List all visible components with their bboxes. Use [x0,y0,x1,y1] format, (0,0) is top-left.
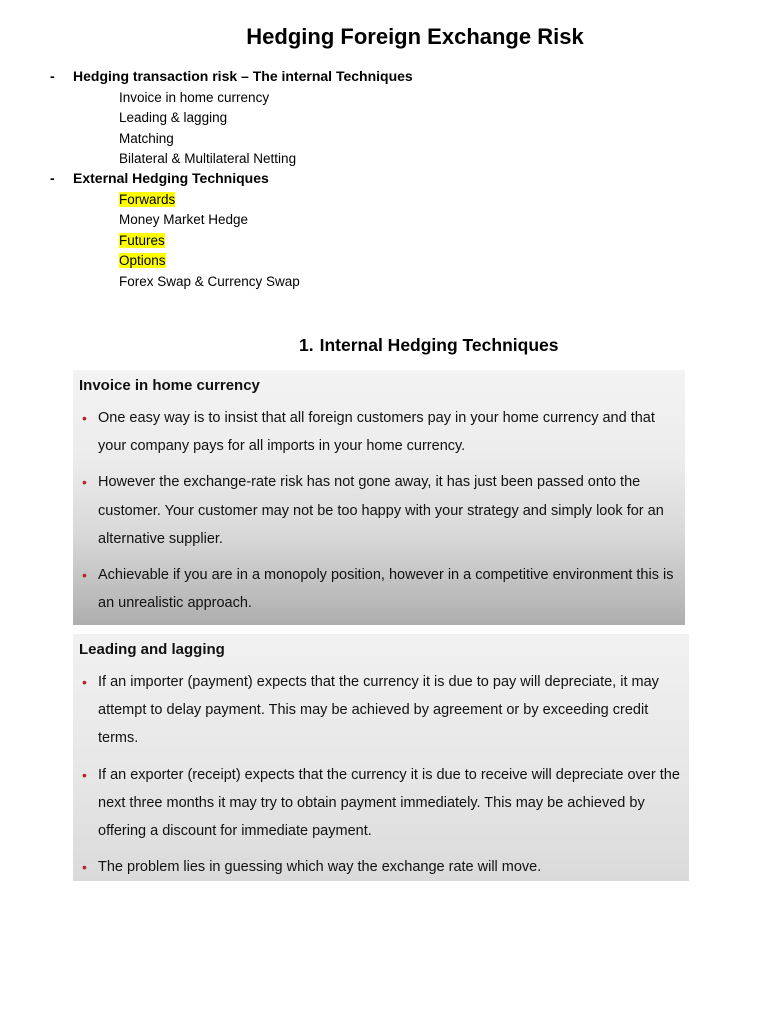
slide-bullet [79,404,679,460]
slide-bullet [79,853,683,881]
list-item [119,191,175,209]
heading-number: 1. [299,335,314,355]
slide-bullet [79,561,679,617]
slide-bullet-text: The problem lies in guessing which way the exchange rate will move. [98,859,542,876]
list-item [119,89,269,107]
list-item [119,252,166,270]
slide-bullet [79,668,683,753]
list-item-text: Invoice in home currency [119,90,270,105]
list-item-text: Bilateral & Multilateral Netting [119,151,297,166]
list-item-text: Money Market Hedge [119,212,249,227]
slide-heading: Invoice in home currency [79,377,260,394]
slide-bullet-text: However the exchange-rate risk has not gone away, it has just been passed onto the customer. Your customer may not be too happy with your strategy and simply look for an alternative supplier. [98,474,664,547]
bullet-dot-icon: • [82,567,87,584]
page-title: Hedging Foreign Exchange Risk [246,24,584,49]
section-heading-external [50,170,269,186]
list-item-text: Futures [119,233,165,248]
list-item-text: Matching [119,131,174,146]
slide-bullet-list [79,668,683,881]
slide-heading: Leading and lagging [79,641,225,658]
slide-bullet-text: One easy way is to insist that all foreign customers pay in your home currency and that your company pays for all imports in your home currency. [98,410,655,455]
slide-bullet-text: If an exporter (receipt) expects that the currency it is due to receive will depreciate over the next three months it may try to obtain payment immediately. This may be achieved by offering a discount for immediate payment. [98,766,680,840]
list-item-text: Forex Swap & Currency Swap [119,274,300,289]
list-item-text: Leading & lagging [119,110,228,125]
list-item-text: Forwards [119,192,176,207]
section-heading-label: External Hedging Techniques [73,170,269,186]
slide-bullet [79,468,679,553]
slide-bullet [79,761,683,846]
section-heading-label: Hedging transaction risk – The internal Techniques [73,68,413,84]
heading-text: Internal Hedging Techniques [319,335,559,355]
bullet-dot-icon: • [82,766,87,783]
list-dash: - [50,170,55,186]
slide-bullet-list [79,404,679,617]
slide-invoice-home-currency [73,370,685,625]
section-heading-internal [50,68,413,84]
list-item-text: Options [119,253,166,268]
list-dash: - [50,68,55,84]
slide-bullet-text: If an importer (payment) expects that the currency it is due to pay will depreciate, it may attempt to delay payment. This may be achieved by agreement or by exceeding credit terms. [98,674,659,747]
bullet-dot-icon: • [82,410,87,426]
list-item [119,211,248,229]
list-item [119,130,174,148]
list-item [119,109,227,127]
bullet-dot-icon: • [82,674,87,690]
slide-bullet-text: Achievable if you are in a monopoly position, however in a competitive environment this is an unrealistic approach. [98,567,674,612]
slide-leading-lagging [73,634,689,881]
list-item [119,150,296,168]
list-item [119,232,165,250]
bullet-dot-icon: • [82,474,87,491]
numbered-heading [299,335,558,356]
bullet-dot-icon: • [82,859,87,876]
list-item [119,273,300,291]
